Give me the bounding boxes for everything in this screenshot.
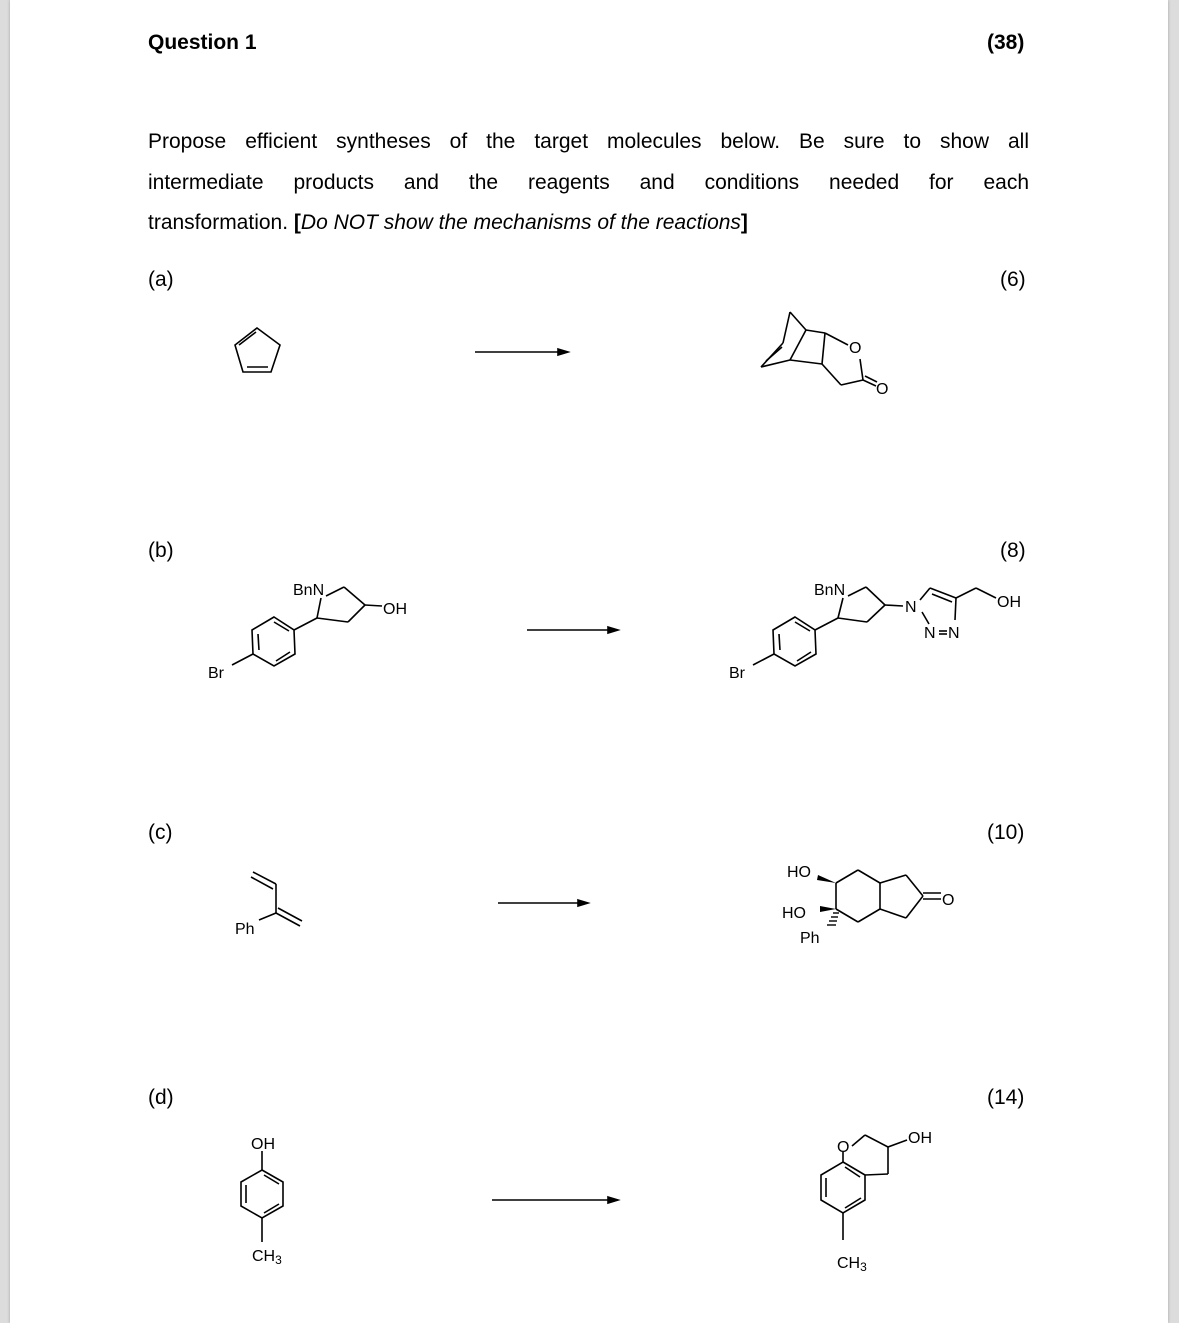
target-d-oh: OH: [908, 1130, 932, 1147]
part-a-marks: (6): [1000, 268, 1026, 291]
instructions-plain: transformation.: [148, 211, 294, 234]
part-c-marks: (10): [987, 821, 1025, 844]
target-c-ph: Ph: [800, 930, 820, 947]
start-material-d-structure: [241, 1151, 283, 1242]
target-d-ring-o: O: [837, 1139, 850, 1156]
target-c-carbonyl-o: O: [942, 892, 955, 909]
target-d-ch3: [837, 1255, 867, 1274]
instructions-bracket-close: ]: [740, 211, 748, 234]
part-d-label: (d): [148, 1086, 174, 1109]
target-d-structure: [821, 1135, 907, 1240]
target-b-bnn: BnN: [814, 582, 846, 599]
part-d-marks: (14): [987, 1086, 1025, 1109]
target-c-ho-2: HO: [782, 905, 806, 922]
target-b-triazole-n2: N: [924, 625, 936, 642]
question-title: Question 1: [148, 31, 257, 54]
lactone-carbonyl-oxygen: O: [876, 381, 889, 398]
part-a-label: (a): [148, 268, 174, 291]
instructions-line-2: intermediate products and the reagents and conditions needed for each: [148, 170, 1029, 194]
reaction-arrow-d: [492, 1197, 618, 1203]
start-d-ch: CH: [252, 1248, 276, 1265]
part-d-scheme: [10, 0, 1168, 1323]
start-b-br: Br: [208, 665, 224, 682]
start-d-oh: OH: [251, 1136, 275, 1153]
target-d-ch: CH: [837, 1255, 861, 1272]
part-c-label: (c): [148, 821, 173, 844]
target-b-oh: OH: [997, 594, 1021, 611]
start-c-ph: Ph: [235, 921, 255, 938]
part-b-marks: (8): [1000, 539, 1026, 562]
target-c-ho-1: HO: [787, 864, 811, 881]
target-b-triazole-n3: N: [948, 625, 960, 642]
instructions-bracket-open: [: [293, 211, 301, 234]
part-b-label: (b): [148, 539, 174, 562]
start-b-oh: OH: [383, 601, 407, 618]
target-d-sub3: 3: [860, 1260, 867, 1274]
exam-page: [10, 0, 1168, 1323]
instructions-italic: Do NOT show the mechanisms of the reactions: [300, 211, 741, 234]
lactone-ring-oxygen: O: [849, 340, 862, 357]
instructions-line-1: Propose efficient syntheses of the target molecules below. Be sure to show all: [148, 130, 1029, 153]
target-b-triazole-n1: N: [905, 599, 917, 616]
start-d-ch3: [252, 1248, 282, 1267]
start-d-sub3: 3: [275, 1253, 282, 1267]
start-b-bnn: BnN: [293, 582, 325, 599]
question-total-marks: (38): [987, 31, 1025, 54]
target-b-br: Br: [729, 665, 745, 682]
